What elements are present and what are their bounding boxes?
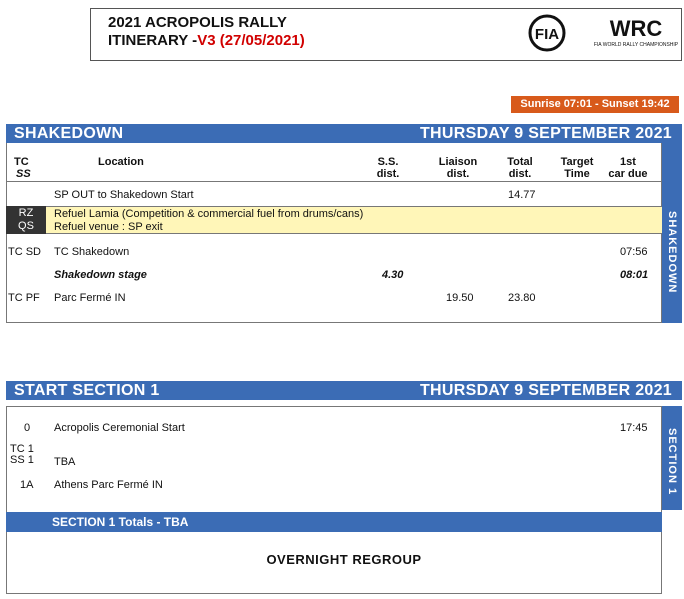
row-tc: TC PF [8, 292, 40, 304]
fia-logo [519, 14, 575, 52]
itinerary-version: ITINERARY -V3 (27/05/2021) [108, 32, 305, 49]
overnight-regroup: OVERNIGHT REGROUP [266, 552, 422, 567]
row-location: Shakedown stage [54, 269, 147, 281]
section1-totals: SECTION 1 Totals - TBA [6, 512, 662, 532]
col-liaison: Liaison dist. [438, 156, 478, 180]
row-location: Parc Fermé IN [54, 292, 126, 304]
header-divider [6, 181, 662, 182]
row-location: Acropolis Ceremonial Start [54, 422, 185, 434]
wrc-logo [590, 14, 682, 54]
col-first-car: 1st car due [608, 156, 648, 180]
shakedown-bar-date: THURSDAY 9 SEPTEMBER 2021 [419, 125, 672, 142]
shakedown-bar [6, 124, 682, 143]
col-location: Location [98, 156, 144, 168]
wrc-logo-subtext: FIA WORLD RALLY CHAMPIONSHIP [593, 42, 679, 48]
shakedown-bar-title: SHAKEDOWN [14, 125, 124, 142]
row-tc: 0 [24, 422, 31, 434]
row-liaison: 19.50 [446, 292, 474, 304]
section1-bar-title: START SECTION 1 [14, 382, 160, 399]
row-ss-dist: 4.30 [382, 269, 404, 281]
row-tc: TC SD [8, 246, 41, 258]
row-first-car: 07:56 [620, 246, 648, 258]
row-total: 23.80 [508, 292, 536, 304]
col-tc: TC [14, 156, 29, 168]
col-target: Target Time [560, 156, 594, 180]
refuel-line1: Refuel Lamia (Competition & commercial fuel from drums/cans) [54, 208, 364, 220]
row-location: TC Shakedown [54, 246, 130, 258]
row-first-car: 17:45 [620, 422, 648, 434]
col-total: Total dist. [507, 156, 533, 180]
refuel-line2: Refuel venue : SP exit [54, 221, 163, 233]
row-location: TBA [54, 456, 76, 468]
section1-bar [6, 381, 682, 400]
col-ss: SS [16, 168, 31, 180]
row-total: 14.77 [508, 189, 536, 201]
col-ss-dist: S.S. dist. [376, 156, 400, 180]
row-tc: 1A [20, 479, 34, 491]
shakedown-side-tab: SHAKEDOWN [662, 143, 682, 323]
fia-logo-text: FIA [534, 26, 560, 43]
section1-side-tab: SECTION 1 [662, 406, 682, 510]
row-tc: TC 1 SS 1 [10, 443, 34, 466]
sunrise-sunset-badge: Sunrise 07:01 - Sunset 19:42 [511, 96, 679, 113]
section1-bar-date: THURSDAY 9 SEPTEMBER 2021 [419, 382, 672, 399]
row-first-car: 08:01 [620, 269, 649, 281]
refuel-code: RZ QS [6, 206, 46, 234]
document-title: 2021 ACROPOLIS RALLY [108, 14, 287, 31]
row-location: SP OUT to Shakedown Start [54, 189, 194, 201]
row-location: Athens Parc Fermé IN [54, 479, 163, 491]
wrc-logo-text: WRC [609, 16, 663, 41]
